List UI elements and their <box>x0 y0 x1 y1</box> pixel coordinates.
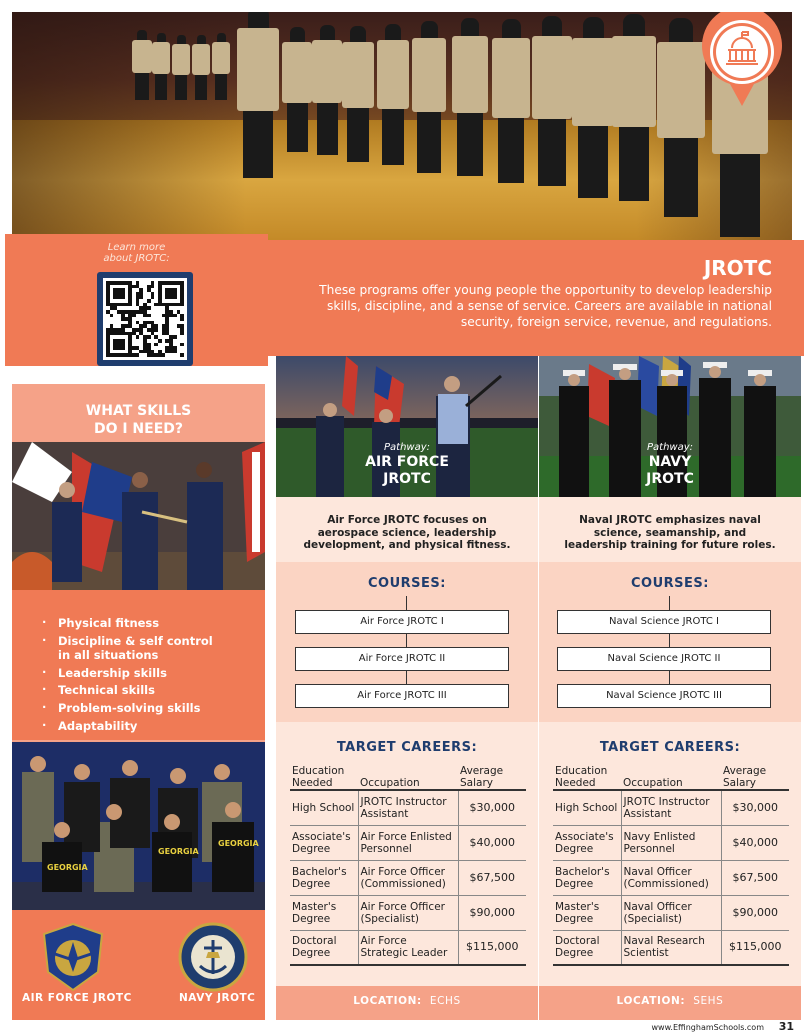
education-cell: High School <box>553 790 621 825</box>
occupation-cell: JROTC Instructor Assistant <box>358 790 458 825</box>
salary-cell: $90,000 <box>721 895 789 930</box>
color-guard-photo <box>12 442 265 590</box>
careers-heading: TARGET CAREERS: <box>336 740 478 755</box>
page-description: These programs offer young people the opportunity to develop leadership skills, discipline, and a sense of service. Careers are available in national security, foreign service, revenue, and regulations. <box>319 283 772 329</box>
air-force-jrotc-emblem-icon <box>38 922 108 992</box>
salary-cell: $40,000 <box>721 825 789 860</box>
occupation-cell: Naval Officer (Commissioned) <box>621 860 721 895</box>
skill-item: · Problem-solving skills <box>42 701 227 715</box>
table-row <box>290 860 526 895</box>
table-row <box>553 825 789 860</box>
course-box: Naval Science JROTC II <box>557 647 771 671</box>
salary-cell: $67,500 <box>458 860 526 895</box>
careers-table <box>553 764 789 966</box>
skill-item: · Technical skills <box>42 683 227 697</box>
qr-caption: Learn more about JROTC: <box>103 242 170 264</box>
occupation-cell: Naval Officer (Specialist) <box>621 895 721 930</box>
pathway-description: Air Force JROTC focuses on aerospace science, leadership development, and physical fitness. <box>303 514 511 551</box>
pathway-name: AIR FORCE JROTC <box>365 454 449 487</box>
salary-cell: $115,000 <box>458 930 526 965</box>
hero-photo-cadets-formation <box>12 12 792 240</box>
education-cell: Bachelor's Degree <box>553 860 621 895</box>
skills-list <box>42 616 227 737</box>
navy-jrotc-label: NAVY JROTC <box>179 992 256 1004</box>
footer-url[interactable]: www.EffinghamSchools.com <box>651 1023 764 1032</box>
education-cell: Master's Degree <box>290 895 358 930</box>
skill-item: · Adaptability <box>42 719 227 733</box>
careers-table <box>290 764 526 966</box>
location-value: SEHS <box>693 995 724 1007</box>
occupation-cell: Naval Research Scientist <box>621 930 721 965</box>
education-cell: Master's Degree <box>553 895 621 930</box>
courses-section <box>539 562 801 722</box>
page-title: JROTC <box>703 256 772 280</box>
education-cell: Doctoral Degree <box>553 930 621 965</box>
table-row <box>290 825 526 860</box>
course-box: Naval Science JROTC I <box>557 610 771 634</box>
header-education: Education Needed <box>553 764 621 790</box>
header-education: Education Needed <box>290 764 358 790</box>
occupation-cell: Air Force Officer (Specialist) <box>358 895 458 930</box>
course-box: Naval Science JROTC III <box>557 684 771 708</box>
salary-cell: $30,000 <box>721 790 789 825</box>
careers-heading: TARGET CAREERS: <box>599 740 741 755</box>
pathway-description: Naval JROTC emphasizes naval science, seamanship, and leadership training for future roles. <box>564 514 776 551</box>
course-box: Air Force JROTC II <box>295 647 509 671</box>
education-cell: Doctoral Degree <box>290 930 358 965</box>
page-number: 31 <box>778 1020 794 1033</box>
salary-cell: $30,000 <box>458 790 526 825</box>
table-row <box>553 790 789 825</box>
occupation-cell: JROTC Instructor Assistant <box>621 790 721 825</box>
table-row <box>290 895 526 930</box>
air-force-pathway-column <box>276 356 538 1020</box>
table-row <box>553 930 789 965</box>
skills-column <box>12 384 265 1020</box>
header-occupation: Occupation <box>358 764 458 790</box>
salary-cell: $115,000 <box>721 930 789 965</box>
table-row <box>290 930 526 965</box>
location-bar <box>276 986 538 1020</box>
courses-heading: COURSES: <box>631 576 709 591</box>
location-label: LOCATION: <box>616 995 686 1007</box>
location-bar <box>539 986 801 1020</box>
skill-item: · Leadership skills <box>42 666 227 680</box>
government-building-pin-icon <box>700 12 784 108</box>
header-salary: Average Salary <box>458 764 526 790</box>
qr-code[interactable] <box>97 272 193 366</box>
occupation-cell: Air Force Strategic Leader <box>358 930 458 965</box>
occupation-cell: Air Force Officer (Commissioned) <box>358 860 458 895</box>
navy-pathway-column <box>539 356 801 1020</box>
salary-cell: $40,000 <box>458 825 526 860</box>
location-value: ECHS <box>429 995 461 1007</box>
navy-jrotc-emblem-icon <box>178 922 248 992</box>
jrotc-banner <box>268 240 804 356</box>
occupation-cell: Air Force Enlisted Personnel <box>358 825 458 860</box>
skills-title: WHAT SKILLS DO I NEED? <box>85 403 192 437</box>
courses-section <box>276 562 538 722</box>
table-row <box>553 860 789 895</box>
pathway-label: Pathway: <box>646 442 693 453</box>
course-box: Air Force JROTC I <box>295 610 509 634</box>
occupation-cell: Navy Enlisted Personnel <box>621 825 721 860</box>
location-label: LOCATION: <box>353 995 422 1007</box>
table-row <box>553 895 789 930</box>
air-force-jrotc-label: AIR FORCE JROTC <box>22 992 132 1004</box>
education-cell: Associate's Degree <box>553 825 621 860</box>
pathway-label: Pathway: <box>383 442 430 453</box>
education-cell: Bachelor's Degree <box>290 860 358 895</box>
courses-heading: COURSES: <box>368 576 446 591</box>
course-box: Air Force JROTC III <box>295 684 509 708</box>
svg-text:GEORGIA: GEORGIA <box>47 863 88 872</box>
pathway-name: NAVY JROTC <box>646 454 694 487</box>
svg-text:GEORGIA: GEORGIA <box>218 839 259 848</box>
salary-cell: $67,500 <box>721 860 789 895</box>
table-row <box>290 790 526 825</box>
education-cell: High School <box>290 790 358 825</box>
header-occupation: Occupation <box>621 764 721 790</box>
svg-text:GEORGIA: GEORGIA <box>158 847 199 856</box>
qr-panel <box>5 234 268 366</box>
salary-cell: $90,000 <box>458 895 526 930</box>
header-salary: Average Salary <box>721 764 789 790</box>
skill-item: · Physical fitness <box>42 616 227 630</box>
education-cell: Associate's Degree <box>290 825 358 860</box>
skill-item: · Discipline & self control in all situations <box>42 634 227 662</box>
group-photo <box>12 742 265 910</box>
